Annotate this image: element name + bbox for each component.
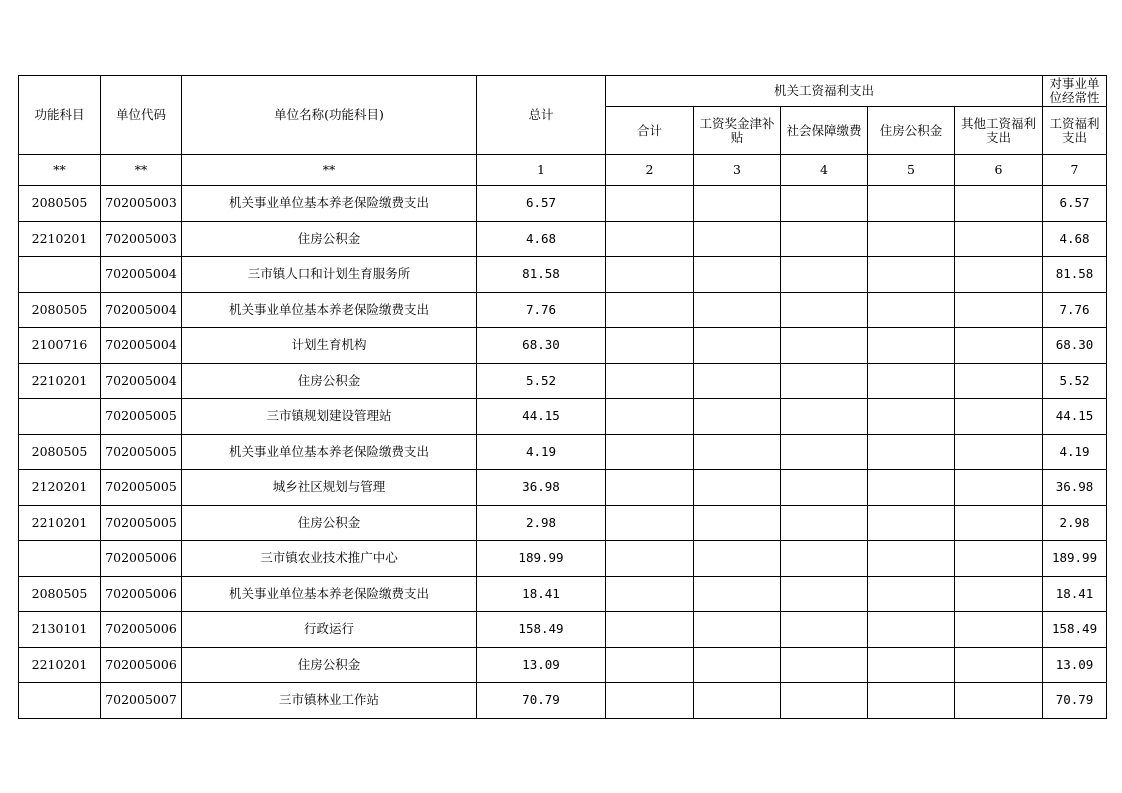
table-row: [19, 186, 1107, 222]
unit-code-cell: 702005006: [101, 612, 182, 648]
shebao-cell: [781, 257, 868, 293]
shebao-cell: [781, 292, 868, 328]
unit-name-cell: 机关事业单位基本养老保险缴费支出: [182, 186, 477, 222]
func-code-cell: 2130101: [19, 612, 101, 648]
gongzi-cell: [694, 221, 781, 257]
gongzi-cell: [694, 505, 781, 541]
unit-code-cell: 702005006: [101, 647, 182, 683]
gongzi-cell: [694, 363, 781, 399]
unit-name-cell: 住房公积金: [182, 363, 477, 399]
gongzi-cell: [694, 470, 781, 506]
func-code-cell: 2210201: [19, 505, 101, 541]
header-func-subject: 功能科目: [19, 76, 101, 155]
qita-cell: [955, 363, 1043, 399]
heji-cell: [606, 576, 694, 612]
table-row: [19, 257, 1107, 293]
fuli-cell: 7.76: [1043, 292, 1107, 328]
gongzi-cell: [694, 292, 781, 328]
table-row: [19, 221, 1107, 257]
header-col-fuli: 工资福利支出: [1043, 107, 1107, 155]
zhufang-cell: [868, 683, 955, 719]
shebao-cell: [781, 612, 868, 648]
func-code-cell: [19, 541, 101, 577]
table-row: [19, 434, 1107, 470]
heji-cell: [606, 363, 694, 399]
func-code-cell: [19, 399, 101, 435]
fuli-cell: 4.68: [1043, 221, 1107, 257]
qita-cell: [955, 683, 1043, 719]
fuli-cell: 5.52: [1043, 363, 1107, 399]
func-code-cell: 2100716: [19, 328, 101, 364]
table-row: [19, 576, 1107, 612]
func-code-cell: 2210201: [19, 363, 101, 399]
zhufang-cell: [868, 257, 955, 293]
index-cell: 2: [606, 155, 694, 186]
unit-code-cell: 702005005: [101, 399, 182, 435]
gongzi-cell: [694, 647, 781, 683]
header-col-heji: 合计: [606, 107, 694, 155]
gongzi-cell: [694, 328, 781, 364]
table-row: [19, 470, 1107, 506]
unit-code-cell: 702005004: [101, 328, 182, 364]
unit-name-cell: 机关事业单位基本养老保险缴费支出: [182, 292, 477, 328]
header-col-zhufang: 住房公积金: [868, 107, 955, 155]
zhufang-cell: [868, 470, 955, 506]
total-cell: 44.15: [477, 399, 606, 435]
total-cell: 189.99: [477, 541, 606, 577]
heji-cell: [606, 328, 694, 364]
shebao-cell: [781, 576, 868, 612]
unit-code-cell: 702005004: [101, 292, 182, 328]
zhufang-cell: [868, 399, 955, 435]
gongzi-cell: [694, 612, 781, 648]
unit-code-cell: 702005004: [101, 363, 182, 399]
unit-name-cell: 住房公积金: [182, 221, 477, 257]
heji-cell: [606, 434, 694, 470]
heji-cell: [606, 221, 694, 257]
unit-code-cell: 702005004: [101, 257, 182, 293]
fuli-cell: 13.09: [1043, 647, 1107, 683]
unit-name-cell: 三市镇人口和计划生育服务所: [182, 257, 477, 293]
func-code-cell: 2080505: [19, 576, 101, 612]
total-cell: 18.41: [477, 576, 606, 612]
unit-code-cell: 702005005: [101, 434, 182, 470]
zhufang-cell: [868, 363, 955, 399]
total-cell: 13.09: [477, 647, 606, 683]
unit-name-cell: 城乡社区规划与管理: [182, 470, 477, 506]
gongzi-cell: [694, 683, 781, 719]
table-row: [19, 683, 1107, 719]
qita-cell: [955, 399, 1043, 435]
index-cell: **: [101, 155, 182, 186]
total-cell: 4.19: [477, 434, 606, 470]
qita-cell: [955, 186, 1043, 222]
header-group-shiye: 对事业单位经常性: [1043, 76, 1107, 107]
unit-code-cell: 702005006: [101, 541, 182, 577]
table-row: [19, 399, 1107, 435]
total-cell: 7.76: [477, 292, 606, 328]
gongzi-cell: [694, 186, 781, 222]
shebao-cell: [781, 683, 868, 719]
gongzi-cell: [694, 576, 781, 612]
shebao-cell: [781, 434, 868, 470]
shebao-cell: [781, 647, 868, 683]
shebao-cell: [781, 186, 868, 222]
index-cell: 1: [477, 155, 606, 186]
unit-code-cell: 702005007: [101, 683, 182, 719]
header-group-jiguan: 机关工资福利支出: [606, 76, 1043, 107]
shebao-cell: [781, 221, 868, 257]
shebao-cell: [781, 470, 868, 506]
func-code-cell: [19, 683, 101, 719]
func-code-cell: 2210201: [19, 647, 101, 683]
heji-cell: [606, 647, 694, 683]
total-cell: 6.57: [477, 186, 606, 222]
func-code-cell: 2210201: [19, 221, 101, 257]
qita-cell: [955, 647, 1043, 683]
zhufang-cell: [868, 434, 955, 470]
budget-table: [18, 75, 1107, 719]
index-cell: 6: [955, 155, 1043, 186]
fuli-cell: 68.30: [1043, 328, 1107, 364]
unit-name-cell: 三市镇林业工作站: [182, 683, 477, 719]
shebao-cell: [781, 541, 868, 577]
func-code-cell: 2080505: [19, 292, 101, 328]
fuli-cell: 4.19: [1043, 434, 1107, 470]
table-row: [19, 505, 1107, 541]
fuli-cell: 158.49: [1043, 612, 1107, 648]
total-cell: 81.58: [477, 257, 606, 293]
heji-cell: [606, 470, 694, 506]
fuli-cell: 6.57: [1043, 186, 1107, 222]
heji-cell: [606, 399, 694, 435]
zhufang-cell: [868, 328, 955, 364]
unit-name-cell: 机关事业单位基本养老保险缴费支出: [182, 576, 477, 612]
total-cell: 2.98: [477, 505, 606, 541]
unit-code-cell: 702005005: [101, 470, 182, 506]
zhufang-cell: [868, 505, 955, 541]
total-cell: 158.49: [477, 612, 606, 648]
total-cell: 36.98: [477, 470, 606, 506]
heji-cell: [606, 186, 694, 222]
zhufang-cell: [868, 221, 955, 257]
zhufang-cell: [868, 612, 955, 648]
total-cell: 4.68: [477, 221, 606, 257]
heji-cell: [606, 541, 694, 577]
unit-name-cell: 三市镇规划建设管理站: [182, 399, 477, 435]
heji-cell: [606, 292, 694, 328]
fuli-cell: 189.99: [1043, 541, 1107, 577]
unit-code-cell: 702005005: [101, 505, 182, 541]
unit-name-cell: 住房公积金: [182, 647, 477, 683]
unit-code-cell: 702005006: [101, 576, 182, 612]
header-col-shebao: 社会保障缴费: [781, 107, 868, 155]
fuli-cell: 36.98: [1043, 470, 1107, 506]
total-cell: 68.30: [477, 328, 606, 364]
fuli-cell: 18.41: [1043, 576, 1107, 612]
zhufang-cell: [868, 576, 955, 612]
shebao-cell: [781, 399, 868, 435]
func-code-cell: 2080505: [19, 434, 101, 470]
shebao-cell: [781, 328, 868, 364]
qita-cell: [955, 505, 1043, 541]
heji-cell: [606, 505, 694, 541]
table-row: [19, 363, 1107, 399]
total-cell: 70.79: [477, 683, 606, 719]
header-unit-code: 单位代码: [101, 76, 182, 155]
table-row: [19, 328, 1107, 364]
total-cell: 5.52: [477, 363, 606, 399]
zhufang-cell: [868, 292, 955, 328]
qita-cell: [955, 541, 1043, 577]
index-row: [19, 155, 1107, 186]
qita-cell: [955, 328, 1043, 364]
fuli-cell: 44.15: [1043, 399, 1107, 435]
header-col-gongzi: 工资奖金津补贴: [694, 107, 781, 155]
gongzi-cell: [694, 541, 781, 577]
table-row: [19, 612, 1107, 648]
gongzi-cell: [694, 434, 781, 470]
zhufang-cell: [868, 541, 955, 577]
table-row: [19, 647, 1107, 683]
fuli-cell: 70.79: [1043, 683, 1107, 719]
unit-name-cell: 计划生育机构: [182, 328, 477, 364]
qita-cell: [955, 434, 1043, 470]
func-code-cell: [19, 257, 101, 293]
shebao-cell: [781, 363, 868, 399]
index-cell: 3: [694, 155, 781, 186]
heji-cell: [606, 683, 694, 719]
func-code-cell: 2120201: [19, 470, 101, 506]
index-cell: **: [182, 155, 477, 186]
header-total: 总计: [477, 76, 606, 155]
qita-cell: [955, 221, 1043, 257]
heji-cell: [606, 612, 694, 648]
unit-code-cell: 702005003: [101, 221, 182, 257]
index-cell: 4: [781, 155, 868, 186]
qita-cell: [955, 612, 1043, 648]
index-cell: **: [19, 155, 101, 186]
unit-name-cell: 三市镇农业技术推广中心: [182, 541, 477, 577]
gongzi-cell: [694, 257, 781, 293]
qita-cell: [955, 576, 1043, 612]
header-col-qita: 其他工资福利支出: [955, 107, 1043, 155]
qita-cell: [955, 257, 1043, 293]
zhufang-cell: [868, 186, 955, 222]
heji-cell: [606, 257, 694, 293]
fuli-cell: 81.58: [1043, 257, 1107, 293]
zhufang-cell: [868, 647, 955, 683]
qita-cell: [955, 470, 1043, 506]
table-row: [19, 292, 1107, 328]
table-row: [19, 541, 1107, 577]
index-cell: 7: [1043, 155, 1107, 186]
unit-name-cell: 住房公积金: [182, 505, 477, 541]
fuli-cell: 2.98: [1043, 505, 1107, 541]
gongzi-cell: [694, 399, 781, 435]
unit-code-cell: 702005003: [101, 186, 182, 222]
unit-name-cell: 机关事业单位基本养老保险缴费支出: [182, 434, 477, 470]
unit-name-cell: 行政运行: [182, 612, 477, 648]
qita-cell: [955, 292, 1043, 328]
index-cell: 5: [868, 155, 955, 186]
func-code-cell: 2080505: [19, 186, 101, 222]
header-unit-name: 单位名称(功能科目): [182, 76, 477, 155]
shebao-cell: [781, 505, 868, 541]
